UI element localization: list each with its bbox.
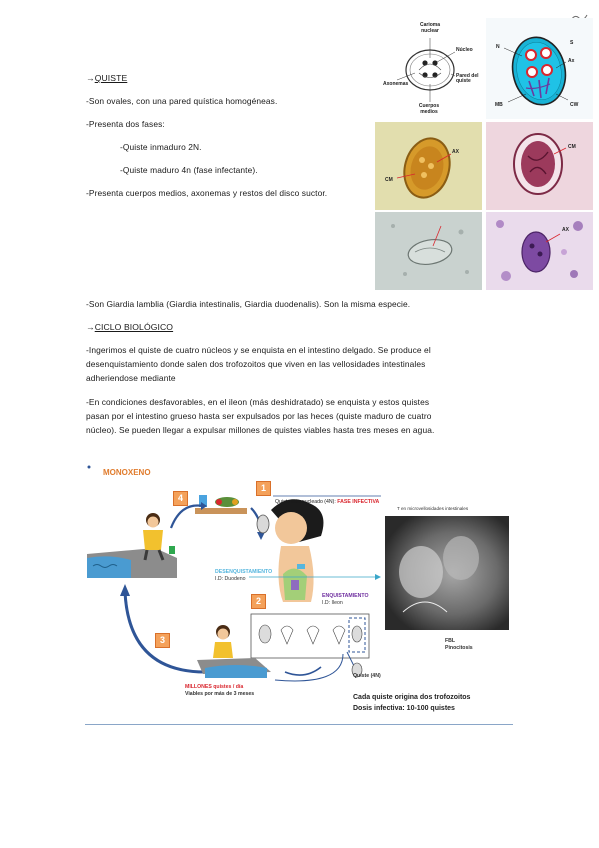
label-s: S [570,40,574,46]
ciclo-para2-line2: pasan por el intestino grueso hasta ser expulsados por las heces (quiste maduro de cuatro [86,411,432,421]
label-axonemas: Axonemas [383,81,409,87]
label-pared: Pared del quiste [456,73,479,84]
pinocitosis-label: Pinocitosis [445,645,473,651]
label-nucleo: Núcleo [456,47,473,53]
figure-underline [85,724,513,725]
micrograph-yellow-image [375,122,482,210]
micrograph-yellow [375,122,482,210]
cyst-schematic [486,18,593,119]
micrograph-purple-image [486,212,593,290]
micrograph-purple [486,212,593,290]
label-cuerpos: Cuerpos medios [418,103,440,115]
fbl-label: FBL [445,638,456,644]
quiste4n-label: Quiste (4N) [353,673,381,679]
quiste-heading: →QUISTE [86,73,128,83]
ciclo-para1-line2: desenquistamiento donde salen dos trofozoitos que viven en las vellosidades intestinales [86,359,426,369]
quiste-line-1: -Son ovales, con una pared quística homogéneas. [86,96,278,106]
step1-label: Quiste tetranucleado (4N): FASE INFECTIVA [275,499,380,505]
cyst-diagram [375,18,482,119]
label-cm-photo-1: CM [385,177,393,183]
step-badge-4: 4 [173,491,188,506]
label-carioma: Carioma nuclear [419,22,440,34]
quiste-line-4: -Quiste maduro 4n (fase infectante). [120,165,258,175]
micrograph-pink [486,122,593,210]
ciclo-para1-line3: adheriendose mediante [86,373,176,383]
quiste-line-3: -Quiste inmaduro 2N. [120,142,202,152]
enq-label: ENQUISTAMIENTO [322,593,369,599]
label-n: N [496,44,500,50]
label-ax-photo-1: AX [452,149,459,155]
micro-label: T en microvellosidades intestinales [397,506,469,511]
micrograph-grey-image [375,212,482,290]
label-ax-photo-2: AX [562,227,569,233]
arrow-right-icon: → [86,322,95,332]
label-cw: CW [570,102,579,108]
ciclo-para1-line1: -Ingerimos el quiste de cuatro núcleos y se enquista en el intestino delgado. Se produce el [86,345,431,355]
step-badge-1: 1 [256,481,271,496]
ciclo-para2-line3: núcleo). Se pueden llegar a expulsar millones de quistes viables hasta tres meses en agua. [86,425,435,435]
arrow-right-icon: → [86,73,95,83]
label-mb: MB [495,102,503,108]
viables-label: Viables por más de 3 meses [185,691,255,697]
footer-line-1: Cada quiste origina dos trofozoitos [353,694,471,701]
step-badge-3: 3 [155,633,170,648]
footer-line-2: Dosis infectiva: 10-100 quistes [353,705,455,712]
enq-sub: I.D: Ileon [322,600,343,606]
species-line: -Son Giardia lamblia (Giardia intestinalis, Giardia duodenalis). Son la misma especie. [86,299,411,309]
label-cm-photo-2: CM [568,144,576,150]
desenq-sub: I.D: Duodeno [215,576,246,582]
ciclo-heading: →CICLO BIOLÓGICO [86,322,174,332]
millones-label: MILLONES quistes / día [185,684,244,690]
desenq-label: DESENQUISTAMIENTO [215,569,273,575]
figure-title: MONOXENO [103,468,151,477]
label-ax: Ax [568,58,575,64]
micrograph-pink-image [486,122,593,210]
step-badge-2: 2 [251,594,266,609]
quiste-line-2: -Presenta dos fases: [86,119,165,129]
life-cycle-figure [85,462,513,725]
quiste-line-5: -Presenta cuerpos medios, axonemas y restos del disco suctor. [86,188,328,198]
micrograph-grey [375,212,482,290]
ciclo-para2-line1: -En condiciones desfavorables, en el ileon (más deshidratado) se enquista y estos quistes [86,397,430,407]
